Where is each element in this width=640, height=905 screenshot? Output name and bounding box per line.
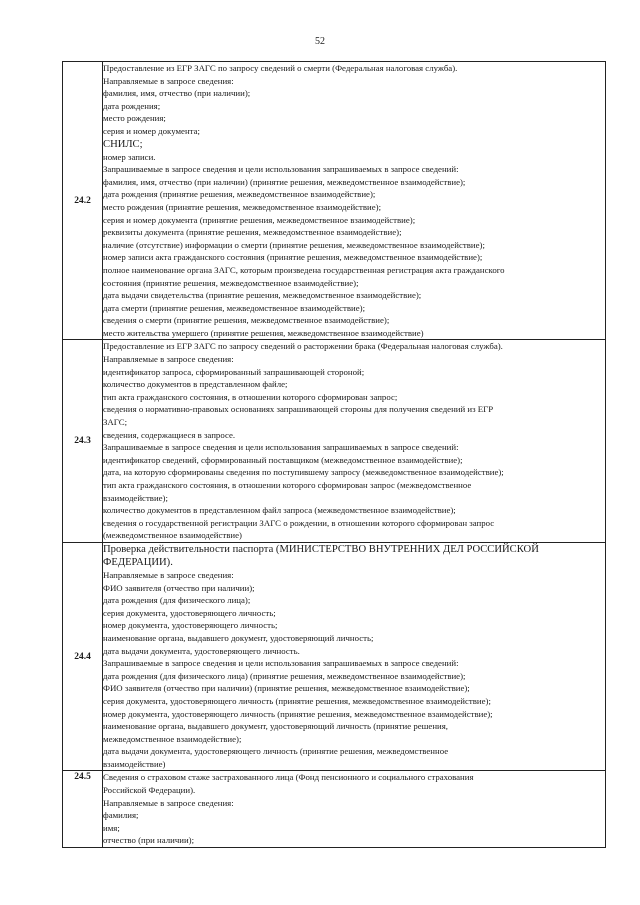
text-line: наименование органа, выдавшего документ, удостоверяющий личность (принятие решения, [103,721,448,732]
text-line: идентификатор сведений, сформированный поставщиком (межведомственное взаимодействие); [103,454,463,465]
text-line: Запрашиваемые в запросе сведения и цели использования запрашиваемых в запросе сведений: [103,658,459,669]
text-line: сведения, содержащиеся в запросе. [103,429,236,440]
table-row [63,542,606,771]
document-table-body [63,62,606,848]
text-line: серия и номер документа; [103,125,200,136]
text-line: Российской Федерации). [103,785,196,796]
text-line: сведения о нормативно-правовых основаниях запрашивающей стороны для получения сведений из ЕГР [103,404,494,415]
text-line: Предоставление из ЕГР ЗАГС по запросу сведений о расторжении брака (Федеральная налоговая служба). [103,341,503,352]
document-table [62,61,606,848]
text-line: Проверка действительности паспорта (МИНИСТЕРСТВО ВНУТРЕННИХ ДЕЛ РОССИЙСКОЙ [103,543,539,555]
text-line: взаимодействие) [103,758,166,769]
text-line: тип акта гражданского состояния, в отношении которого сформирован запрос (межведомственное [103,480,472,490]
text-line: ФИО заявителя (отчество при наличии); [103,582,255,593]
text-line: серия документа, удостоверяющего личность; [103,607,276,618]
row-description [103,340,606,543]
text-line: номер документа, удостоверяющего личность; [103,620,278,631]
text-line: ФЕДЕРАЦИИ). [103,556,173,568]
row-number: 24.3 [63,340,103,543]
text-line: фамилия, имя, отчество (при наличии); [103,88,251,99]
text-line: реквизиты документа (принятие решения, межведомственное взаимодействие); [103,227,402,238]
text-line: дата рождения (принятие решения, межведомственное взаимодействие); [103,189,376,200]
text-line: тип акта гражданского состояния, в отношении которого сформирован запрос; [103,391,398,402]
text-line: номер записи акта гражданского состояния (принятие решения, межведомственное взаимодействие); [103,252,483,263]
text-line: СНИЛС; [103,138,143,150]
text-line: Направляемые в запросе сведения: [103,354,234,365]
text-line: Направляемые в запросе сведения: [103,797,234,808]
text-line: сведения о государственной регистрации ЗАГС о рождении, в отношении которого сформирован запрос [103,517,495,528]
table-row [63,62,606,340]
row-number: 24.2 [63,62,103,340]
text-line: количество документов в представленном файле; [103,379,288,390]
text-line: идентификатор запроса, сформированный запрашивающей стороной; [103,366,365,377]
text-line: отчество (при наличии); [103,835,195,846]
text-line: дата рождения; [103,100,161,111]
text-line: состояния (принятие решения, межведомственное взаимодействие); [103,277,359,288]
row-description [103,771,606,848]
text-line: Запрашиваемые в запросе сведения и цели использования запрашиваемых в запросе сведений: [103,164,459,175]
row-number: 24.4 [63,542,103,771]
text-line: фамилия, имя, отчество (при наличии) (принятие решения, межведомственное взаимодействие); [103,176,466,187]
text-line: взаимодействие); [103,492,168,503]
text-line: Запрашиваемые в запросе сведения и цели использования запрашиваемых в запросе сведений: [103,442,459,453]
text-line: место жительства умершего (принятие решения, межведомственное взаимодействие) [103,327,424,338]
text-line: дата рождения (для физического лица) (принятие решения, межведомственное взаимодействие); [103,670,466,681]
text-line: ЗАГС; [103,417,128,428]
text-line: наличие (отсутствие) информации о смерти (принятие решения, межведомственное взаимодействие); [103,239,485,250]
text-line: межведомственное взаимодействие); [103,733,242,744]
text-line: количество документов в представленном файл запроса (межведомственное взаимодействие); [103,505,456,516]
text-line: дата рождения (для физического лица); [103,595,251,606]
row-number: 24.5 [63,771,103,848]
text-line: место рождения; [103,113,166,124]
text-line: серия документа, удостоверяющего личность (принятие решения, межведомственное взаимодействие); [103,695,491,706]
text-line: фамилия; [103,810,139,821]
text-line: номер документа, удостоверяющего личность (принятие решения, межведомственное взаимодействие); [103,708,493,719]
row-description [103,542,606,771]
text-line: Сведения о страховом стаже застрахованного лица (Фонд пенсионного и социального страхования [103,772,474,783]
text-line: дата смерти (принятие решения, межведомственное взаимодействие); [103,302,366,313]
text-line: дата, на которую сформированы сведения по поступившему запросу (межведомственное взаимодействие); [103,467,504,478]
table-row [63,340,606,543]
text-line: дата выдачи документа, удостоверяющего личность (принятие решения, межведомственное [103,746,449,757]
row-description [103,62,606,340]
text-line: наименование органа, выдавшего документ, удостоверяющий личность; [103,632,374,643]
text-line: номер записи. [103,151,156,162]
text-line: (межведомственное взаимодействие) [103,530,242,541]
text-line: Направляемые в запросе сведения: [103,75,234,86]
text-line: Предоставление из ЕГР ЗАГС по запросу сведений о смерти (Федеральная налоговая служба). [103,63,458,73]
table-row [63,771,606,848]
text-line: сведения о смерти (принятие решения, межведомственное взаимодействие); [103,315,390,326]
text-line: место рождения (принятие решения, межведомственное взаимодействие); [103,201,382,212]
text-line: дата выдачи документа, удостоверяющего личность. [103,645,300,656]
text-line: Направляемые в запросе сведения: [103,569,234,580]
text-line: ФИО заявителя (отчество при наличии) (принятие решения, межведомственное взаимодействие); [103,683,470,694]
text-line: дата выдачи свидетельства (принятие решения, межведомственное взаимодействие); [103,290,422,301]
text-line: полное наименование органа ЗАГС, которым произведена государственная регистрация акта гражданского [103,264,505,275]
text-line: имя; [103,822,120,833]
text-line: серия и номер документа (принятие решения, межведомственное взаимодействие); [103,214,416,225]
page-number: 52 [315,36,325,47]
